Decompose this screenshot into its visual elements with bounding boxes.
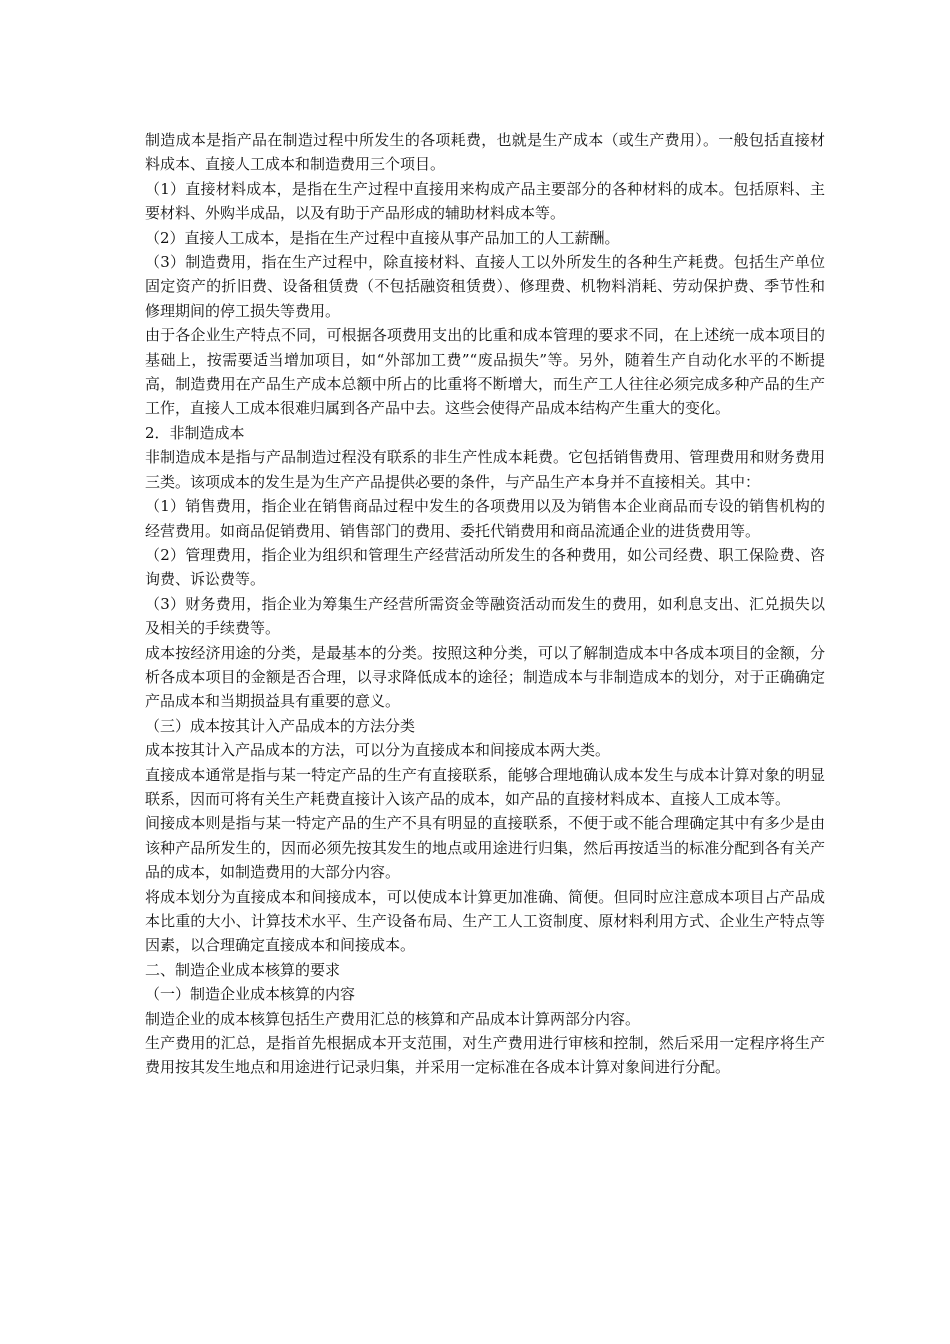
- paragraph-non-manufacturing-cost-definition: 非制造成本是指与产品制造过程没有联系的非生产性成本耗费。它包括销售费用、管理费用和财务费用三类。该项成本的发生是为生产产品提供必要的条件，与产品生产本身并不直接相关。其中：: [145, 448, 825, 491]
- paragraph-direct-cost: 直接成本通常是指与某一特定产品的生产有直接联系，能够合理地确认成本发生与成本计算对象的明显联系，因而可将有关生产耗费直接计入该产品的成本，如产品的直接材料成本、直接人工成本等。: [145, 765, 825, 808]
- heading-non-manufacturing-cost: 2．非制造成本: [145, 423, 245, 442]
- paragraph-cost-item-adjustment: 由于各企业生产特点不同，可根据各项费用支出的比重和成本管理的要求不同，在上述统一成本项目的基础上，按需要适当增加项目，如“外部加工费”“废品损失”等。另外，随着生产自动化水平的不断提高，制造费用在产品生产成本总额中所占的比重将不断增大，而生产工人往往必须完成多种产品的生产工作，直接人工成本很难归属到各产品中去。这些会使得产品成本结构产生重大的变化。: [145, 326, 825, 418]
- paragraph-direct-labor-cost: （2）直接人工成本，是指在生产过程中直接从事产品加工的人工薪酬。: [145, 228, 620, 247]
- paragraph-administrative-expenses: （2）管理费用，指企业为组织和管理生产经营活动所发生的各种费用，如公司经费、职工保险费、咨询费、诉讼费等。: [145, 545, 825, 589]
- paragraph-manufacturing-cost-definition: 制造成本是指产品在制造过程中所发生的各项耗费，也就是生产成本（或生产费用）。一般包括直接材料成本、直接人工成本和制造费用三个项目。: [145, 131, 825, 174]
- paragraph-cost-accounting-content: 制造企业的成本核算包括生产费用汇总的核算和产品成本计算两部分内容。: [145, 1009, 641, 1028]
- heading-cost-accounting-content: （一）制造企业成本核算的内容: [145, 985, 356, 1004]
- paragraph-indirect-cost: 间接成本则是指与某一特定产品的生产不具有明显的直接联系，不便于或不能合理确定其中有多少是由该种产品所发生的，因而必须先按其发生的地点或用途进行归集，然后再按适当的标准分配到各有关产品的成本，如制造费用的大部分内容。: [145, 814, 825, 882]
- paragraph-economic-use-classification: 成本按经济用途的分类，是最基本的分类。按照这种分类，可以了解制造成本中各成本项目的金额，分析各成本项目的金额是否合理，以寻求降低成本的途径；制造成本与非制造成本的划分，对于正确确定产品成本和当期损益具有重要的意义。: [145, 643, 825, 711]
- heading-cost-inclusion-method: （三）成本按其计入产品成本的方法分类: [145, 716, 416, 735]
- paragraph-selling-expenses: （1）销售费用，指企业在销售商品过程中发生的各项费用以及为销售本企业商品而专设的销售机构的经营费用。如商品促销费用、销售部门的费用、委托代销费用和商品流通企业的进货费用等。: [145, 497, 825, 540]
- document-page: [145, 128, 825, 1080]
- paragraph-cost-division-notes: 将成本划分为直接成本和间接成本，可以使成本计算更加准确、简便。但同时应注意成本项目占产品成本比重的大小、计算技术水平、生产设备布局、生产工人工资制度、原材料利用方式、企业生产特点等因素，以合理确定直接成本和间接成本。: [145, 887, 825, 955]
- paragraph-direct-material-cost: （1）直接材料成本，是指在生产过程中直接用来构成产品主要部分的各种材料的成本。包括原料、主要材料、外购半成品，以及有助于产品形成的辅助材料成本等。: [145, 179, 825, 223]
- paragraph-manufacturing-overhead: （3）制造费用，指在生产过程中，除直接材料、直接人工以外所发生的各种生产耗费。包括生产单位固定资产的折旧费、设备租赁费（不包括融资租赁费）、修理费、机物料消耗、劳动保护费、季节性和修理期间的停工损失等费用。: [145, 253, 825, 320]
- paragraph-financial-expenses: （3）财务费用，指企业为筹集生产经营所需资金等融资活动而发生的费用，如利息支出、汇兑损失以及相关的手续费等。: [145, 594, 825, 638]
- heading-cost-accounting-requirements: 二、制造企业成本核算的要求: [145, 960, 341, 979]
- paragraph-production-expense-summary: 生产费用的汇总，是指首先根据成本开支范围，对生产费用进行审核和控制，然后采用一定程序将生产费用按其发生地点和用途进行记录归集，并采用一定标准在各成本计算对象间进行分配。: [145, 1034, 825, 1077]
- paragraph-direct-indirect-overview: 成本按其计入产品成本的方法，可以分为直接成本和间接成本两大类。: [145, 741, 611, 760]
